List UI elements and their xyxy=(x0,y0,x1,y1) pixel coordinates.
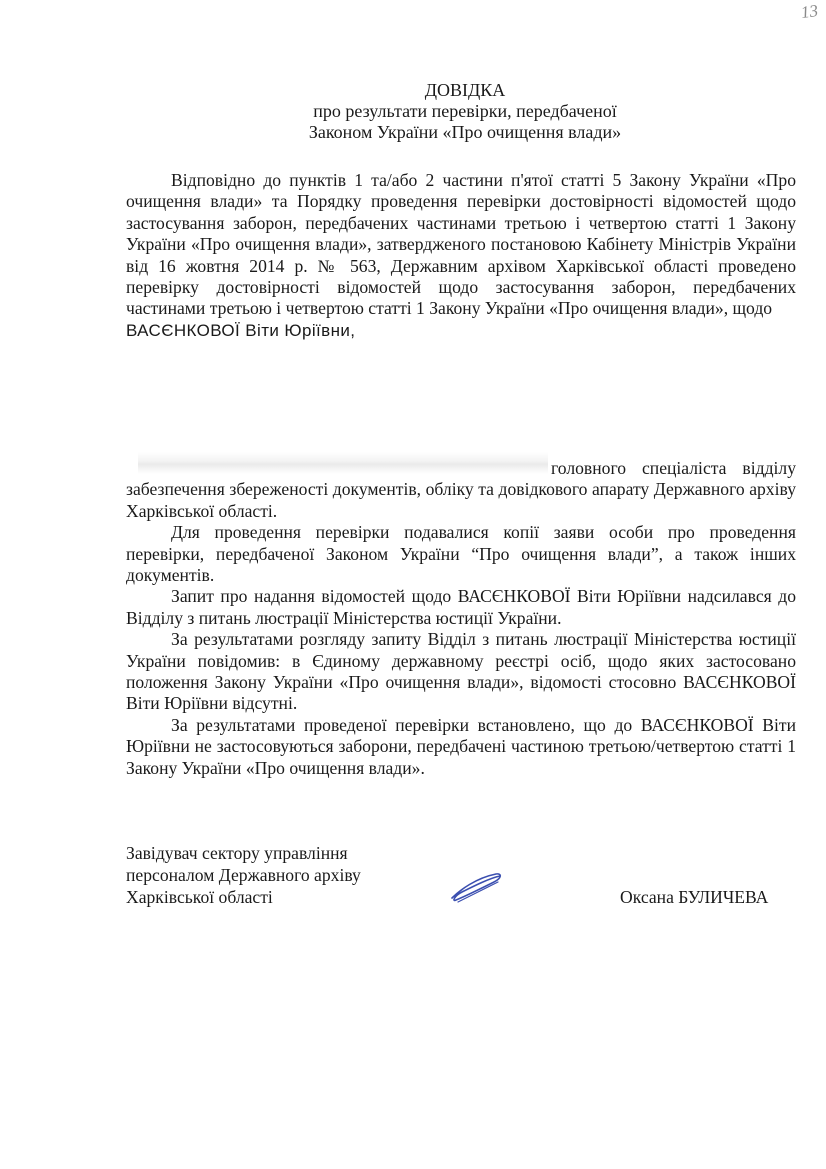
person-name: ВАСЄНКОВОЇ Віти Юріївни, xyxy=(126,320,356,340)
title-line-1: ДОВІДКА xyxy=(424,80,506,100)
signatory-position-line-3: Харківської області xyxy=(126,887,273,907)
documents-paragraph: Для проведення перевірки подавалися копії заяви особи про проведення перевірки, передбаченої Законом України “Про очищення влади”, а також інших документів. xyxy=(126,522,796,586)
intro-paragraph: Відповідно до пунктів 1 та/або 2 частини п'ятої статті 5 Закону України «Про очищення влади» та Порядку проведення перевірки достовірності відомостей щодо застосування заборон, передбачених частинами третьою і четвертою статті 1 Закону України «Про очищення влади», затвердженого постановою Кабінету Міністрів України від 16 жовтня 2014 р. № 563, Державним архівом Харківської області проведено перевірку достовірності відомостей щодо застосування заборон, передбачених частинами третьою і четвертою статті 1 Закону України «Про очищення влади», щодо xyxy=(126,170,796,319)
registry-paragraph: За результатами розгляду запиту Відділ з питань люстрації Міністерства юстиції України повідомив: в Єдиному державному реєстрі осіб, щодо яких застосовано положення Закону України «Про очищення влади», відомості стосовно ВАСЄНКОВОЇ Віти Юріївни відсутні. xyxy=(126,629,796,714)
signatory-name: Оксана БУЛИЧЕВА xyxy=(620,887,769,907)
signatory-position-line-1: Завідувач сектору управління xyxy=(126,843,348,863)
intro-section xyxy=(126,170,796,341)
body-section xyxy=(126,458,796,779)
title-line-2: про результати перевірки, передбаченої xyxy=(313,101,617,121)
signatory-position xyxy=(126,842,361,908)
signatory-position-line-2: персоналом Державного архіву xyxy=(126,865,361,885)
conclusion-paragraph: За результатами проведеної перевірки встановлено, що до ВАСЄНКОВОЇ Віти Юріївни не застосовуються заборони, передбачені частиною третьою/четвертою статті 1 Закону України «Про очищення влади». xyxy=(126,714,796,778)
title-line-3: Законом України «Про очищення влади» xyxy=(308,122,622,142)
handwritten-signature xyxy=(446,868,506,908)
document-title xyxy=(120,80,810,143)
request-paragraph: Запит про надання відомостей щодо ВАСЄНКОВОЇ Віти Юріївни надсилався до Відділу з питань люстрації Міністерства юстиції України. xyxy=(126,586,796,628)
page-number: 13 xyxy=(799,0,820,23)
position-paragraph: головного спеціаліста відділу забезпечення збереженості документів, обліку та довідкового апарату Державного архіву Харківської області. xyxy=(126,458,796,521)
